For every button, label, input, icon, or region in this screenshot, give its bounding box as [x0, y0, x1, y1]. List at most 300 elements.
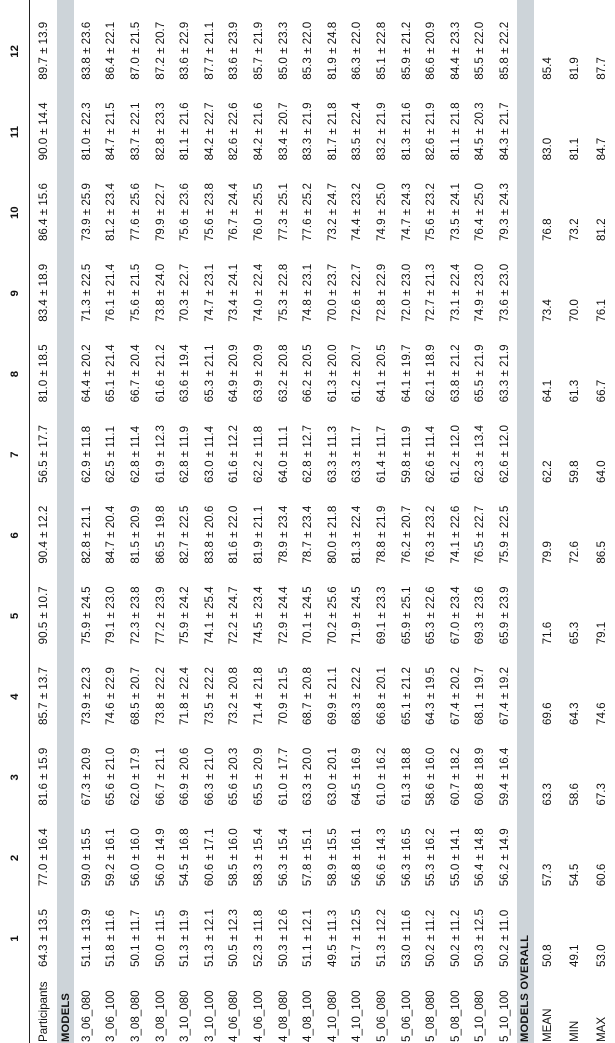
table-cell: 61.2 ± 20.7: [350, 344, 364, 403]
table-cell: 70.1 ± 24.5: [301, 586, 315, 645]
table-cell: 55.3 ± 16.2: [424, 828, 438, 887]
table-cell: 71.4 ± 21.8: [251, 667, 265, 725]
table-cell: 73.2 ± 20.8: [227, 667, 241, 725]
table-cell: 69.6: [540, 702, 554, 725]
table-cell: 65.9 ± 23.9: [497, 586, 511, 645]
table-cell: 64.0 ± 11.1: [276, 425, 290, 483]
table-cell: 83.4 ± 20.7: [276, 102, 290, 161]
table-cell: 82.8 ± 21.1: [79, 505, 93, 564]
table-cell: 84.3 ± 21.7: [497, 102, 511, 161]
column-header: 1: [8, 935, 21, 942]
table-cell: 58.6 ± 16.0: [424, 747, 438, 806]
table-cell: 64.1 ± 20.5: [374, 344, 388, 403]
table-cell: 83.8 ± 23.6: [79, 21, 93, 80]
table-cell: 77.2 ± 23.9: [153, 586, 167, 645]
table-cell: 70.0 ± 23.7: [325, 263, 339, 322]
table-row: [246, 0, 271, 1043]
table-row: [443, 0, 468, 1043]
row-label: 4_10_100: [350, 990, 364, 1042]
table-cell: 63.3 ± 20.0: [301, 747, 315, 806]
table-row: [99, 0, 124, 1043]
table-cell: 72.3 ± 23.8: [128, 586, 142, 645]
table-cell: 68.1 ± 19.7: [473, 667, 487, 725]
table-row: [468, 0, 493, 1043]
table-cell: 65.3: [567, 621, 581, 645]
column-header: 12: [8, 45, 21, 58]
table-cell: 73.8 ± 22.2: [153, 667, 167, 725]
row-label: MIN: [567, 1020, 581, 1042]
table-cell: 58.9 ± 15.5: [325, 828, 339, 887]
table-cell: 78.9 ± 23.4: [276, 505, 290, 564]
table-cell: 83.6 ± 22.9: [178, 21, 192, 80]
table-cell: 76.4 ± 25.0: [473, 183, 487, 242]
table-cell: 83.6 ± 23.9: [227, 21, 241, 80]
table-cell: 62.1 ± 18.9: [424, 344, 438, 403]
table-cell: 60.7 ± 18.2: [448, 747, 462, 806]
table-cell: 62.8 ± 12.7: [301, 425, 315, 483]
table-cell: 63.2 ± 20.8: [276, 344, 290, 403]
row-label: 3_10_100: [202, 990, 216, 1042]
table-cell: 62.2 ± 11.8: [251, 425, 265, 483]
table-cell: 50.2 ± 11.0: [497, 909, 511, 967]
table-cell: 70.0: [567, 299, 581, 322]
table-cell: 76.1 ± 21.4: [104, 263, 118, 322]
column-header: [0, 968, 30, 1043]
table-cell: 77.6 ± 25.6: [128, 183, 142, 242]
table-cell: 74.1 ± 25.4: [202, 586, 216, 645]
table-cell: 71.6: [540, 621, 554, 645]
table-cell: 81.1 ± 21.8: [448, 102, 462, 161]
section-label: MODELS: [57, 0, 74, 1043]
table-cell: 68.7 ± 20.8: [301, 667, 315, 725]
table-cell: 84.7 ± 20.4: [104, 505, 118, 564]
table-row: [492, 0, 517, 1043]
table-cell: 85.9 ± 21.2: [399, 21, 413, 80]
table-cell: 70.2 ± 25.6: [325, 586, 339, 645]
table-cell: 75.3 ± 22.8: [276, 263, 290, 322]
table-cell: 72.9 ± 24.4: [276, 586, 290, 645]
table-cell: 82.7 ± 22.5: [178, 505, 192, 564]
table-cell: 68.3 ± 22.2: [350, 667, 364, 725]
table-cell: 64.0: [594, 460, 608, 483]
table-cell: 65.5 ± 21.9: [473, 344, 487, 403]
table-cell: 85.8 ± 22.2: [497, 21, 511, 80]
table-cell: 52.3 ± 11.8: [251, 909, 265, 967]
table-cell: 67.0 ± 23.4: [448, 586, 462, 645]
table-cell: 90.4 ± 12.2: [37, 505, 50, 564]
table-cell: 85.7 ± 13.7: [37, 667, 50, 725]
column-header-row: [0, 0, 30, 1043]
table-cell: 56.5 ± 17.7: [37, 425, 50, 483]
table-cell: 85.4: [540, 57, 554, 80]
row-label: 5_10_100: [497, 990, 511, 1042]
table-cell: 63.3 ± 11.3: [325, 425, 339, 483]
table-cell: 70.9 ± 21.5: [276, 667, 290, 725]
table-cell: 66.3 ± 21.0: [202, 747, 216, 806]
table-row: [295, 0, 320, 1043]
table-cell: 73.9 ± 22.3: [79, 667, 93, 725]
table-cell: 69.1 ± 23.3: [374, 586, 388, 645]
table-cell: 51.7 ± 12.5: [350, 909, 364, 967]
table-cell: 57.8 ± 15.1: [301, 828, 315, 887]
table-cell: 73.8 ± 24.0: [153, 263, 167, 322]
table-cell: 59.8 ± 11.9: [399, 425, 413, 483]
table-cell: 64.4 ± 20.2: [79, 344, 93, 403]
table-cell: 81.0 ± 18.5: [37, 344, 50, 403]
table-cell: 68.5 ± 20.7: [128, 667, 142, 725]
table-cell: 89.7 ± 13.9: [37, 21, 50, 80]
table-cell: 60.6: [594, 863, 608, 887]
table-cell: 85.0 ± 23.3: [276, 21, 290, 80]
table-cell: 75.9 ± 22.5: [497, 505, 511, 564]
models-overall-section-header: [517, 0, 534, 1043]
table-cell: 61.0 ± 17.7: [276, 747, 290, 806]
table-cell: 75.6 ± 23.2: [424, 183, 438, 242]
table-cell: 76.7 ± 24.4: [227, 183, 241, 242]
table-cell: 74.5 ± 23.4: [251, 586, 265, 645]
table-cell: 74.4 ± 23.2: [350, 183, 364, 242]
table-cell: 83.8 ± 20.6: [202, 505, 216, 564]
table-cell: 73.5 ± 24.1: [448, 183, 462, 242]
table-cell: 77.3 ± 25.1: [276, 183, 290, 242]
table-cell: 87.7 ± 21.1: [202, 21, 216, 80]
table-cell: 73.5 ± 22.2: [202, 667, 216, 725]
column-header: 2: [8, 854, 21, 862]
table-cell: 76.2 ± 20.7: [399, 505, 413, 564]
table-cell: 84.7: [594, 137, 608, 161]
table-cell: 86.4 ± 22.1: [104, 21, 118, 80]
table-cell: 62.2: [540, 460, 554, 483]
table-cell: 78.8 ± 21.9: [374, 505, 388, 564]
table-cell: 56.2 ± 14.9: [497, 828, 511, 887]
table-cell: 74.9 ± 23.0: [473, 263, 487, 322]
table-cell: 72.6: [567, 541, 581, 564]
table-cell: 66.7: [594, 379, 608, 403]
table-cell: 61.0 ± 16.2: [374, 747, 388, 806]
table-cell: 81.7 ± 21.8: [325, 102, 339, 161]
table-row: [418, 0, 443, 1043]
table-cell: 67.4 ± 20.2: [448, 667, 462, 725]
row-label: 5_08_100: [448, 990, 462, 1042]
table-cell: 79.9: [540, 541, 554, 564]
column-header: 4: [8, 693, 21, 700]
table-cell: 49.1: [567, 944, 581, 967]
table-cell: 56.0 ± 16.0: [128, 828, 142, 887]
table-cell: 74.8 ± 23.1: [301, 263, 315, 322]
table-cell: 57.3: [540, 863, 554, 887]
table-cell: 75.6 ± 23.6: [178, 183, 192, 242]
table-cell: 81.9: [567, 57, 581, 80]
table-cell: 81.2 ± 23.4: [104, 183, 118, 242]
table-cell: 75.6 ± 21.5: [128, 263, 142, 322]
table-cell: 50.3 ± 12.5: [473, 909, 487, 967]
row-label: MEAN: [540, 1008, 554, 1042]
table-cell: 73.4: [540, 299, 554, 322]
row-label: 4_06_080: [227, 990, 241, 1042]
table-cell: 81.6 ± 22.0: [227, 505, 241, 564]
row-label: 4_06_100: [251, 990, 265, 1042]
table-cell: 78.7 ± 23.4: [301, 505, 315, 564]
table-cell: 82.6 ± 22.6: [227, 102, 241, 161]
table-cell: 63.8 ± 21.2: [448, 344, 462, 403]
table-cell: 72.8 ± 22.9: [374, 263, 388, 322]
table-cell: 76.1: [594, 299, 608, 322]
table-cell: 74.9 ± 25.0: [374, 183, 388, 242]
table-cell: 75.9 ± 24.2: [178, 586, 192, 645]
table-cell: 67.3 ± 20.9: [79, 747, 93, 806]
column-header: 3: [8, 774, 21, 781]
table-cell: 64.5 ± 16.9: [350, 747, 364, 806]
table-cell: 81.3 ± 22.4: [350, 505, 364, 564]
table-cell: 69.3 ± 23.6: [473, 586, 487, 645]
table-cell: 70.3 ± 22.7: [178, 263, 192, 322]
table-cell: 62.8 ± 11.4: [128, 425, 142, 483]
table-cell: 79.3 ± 24.3: [497, 183, 511, 242]
table-cell: 58.3 ± 15.4: [251, 828, 265, 887]
table-cell: 81.1 ± 21.6: [178, 102, 192, 161]
table-cell: 66.9 ± 20.6: [178, 747, 192, 806]
row-label: MAX: [594, 1016, 608, 1042]
table-cell: 61.2 ± 12.0: [448, 425, 462, 483]
table-cell: 73.4 ± 24.1: [227, 263, 241, 322]
table-cell: 74.6 ± 22.9: [104, 667, 118, 725]
table-cell: 64.3 ± 13.5: [37, 909, 50, 967]
table-cell: 50.8: [540, 944, 554, 967]
table-cell: 63.9 ± 20.9: [251, 344, 265, 403]
row-label: 5_06_100: [399, 990, 413, 1042]
table-cell: 64.1 ± 19.7: [399, 344, 413, 403]
participants-row: [30, 0, 58, 1043]
table-row: [271, 0, 296, 1043]
table-cell: 81.0 ± 22.3: [79, 102, 93, 161]
table-cell: 81.9 ± 24.8: [325, 21, 339, 80]
table-cell: 61.6 ± 21.2: [153, 344, 167, 403]
column-header: 8: [8, 370, 21, 378]
summary-row: [534, 0, 561, 1043]
table-cell: 86.5: [594, 541, 608, 564]
table-cell: 56.8 ± 16.1: [350, 828, 364, 887]
table-cell: 51.8 ± 11.6: [104, 909, 118, 967]
table-cell: 65.3 ± 21.1: [202, 344, 216, 403]
table-cell: 79.1 ± 23.0: [104, 586, 118, 645]
table-cell: 72.2 ± 24.7: [227, 586, 241, 645]
table-cell: 67.3: [594, 783, 608, 806]
table-cell: 51.3 ± 12.2: [374, 909, 388, 967]
table-cell: 61.3 ± 18.8: [399, 747, 413, 806]
table-cell: 66.7 ± 21.1: [153, 747, 167, 806]
row-label: 3_10_080: [178, 990, 192, 1042]
table-cell: 87.0 ± 21.5: [128, 21, 142, 80]
column-header: 5: [8, 612, 21, 620]
table-cell: 55.0 ± 14.1: [448, 828, 462, 887]
table-cell: 74.1 ± 22.6: [448, 505, 462, 564]
table-cell: 64.3: [567, 702, 581, 725]
table-cell: 83.5 ± 22.4: [350, 102, 364, 161]
section-label: MODELS OVERALL: [517, 0, 534, 1043]
table-cell: 58.6: [567, 783, 581, 806]
row-label: Participants: [37, 981, 50, 1042]
table-cell: 54.5 ± 16.8: [178, 828, 192, 887]
table-cell: 65.9 ± 25.1: [399, 586, 413, 645]
table-cell: 73.9 ± 25.9: [79, 183, 93, 242]
table-cell: 86.4 ± 15.6: [37, 183, 50, 242]
table-cell: 81.3 ± 21.6: [399, 102, 413, 161]
table-cell: 84.2 ± 22.7: [202, 102, 216, 161]
table-row: [345, 0, 370, 1043]
summary-row: [588, 0, 615, 1043]
table-cell: 50.2 ± 11.2: [448, 909, 462, 967]
table-cell: 84.2 ± 21.6: [251, 102, 265, 161]
table-cell: 72.7 ± 21.3: [424, 263, 438, 322]
table-cell: 50.0 ± 11.5: [153, 909, 167, 967]
table-cell: 53.0: [594, 944, 608, 967]
table-cell: 51.3 ± 11.9: [178, 909, 192, 967]
row-label: 3_06_100: [104, 990, 118, 1042]
table-cell: 85.3 ± 22.0: [301, 21, 315, 80]
table-cell: 63.3: [540, 783, 554, 806]
table-cell: 75.9 ± 24.5: [79, 586, 93, 645]
column-header: 10: [8, 206, 21, 220]
table-cell: 81.2: [594, 218, 608, 242]
table-cell: 84.4 ± 23.3: [448, 21, 462, 80]
table-cell: 50.3 ± 12.6: [276, 909, 290, 967]
summary-row: [561, 0, 588, 1043]
table-cell: 63.0 ± 20.1: [325, 747, 339, 806]
table-cell: 56.4 ± 14.8: [473, 828, 487, 887]
table-cell: 74.0 ± 22.4: [251, 263, 265, 322]
table-cell: 49.5 ± 11.3: [325, 909, 339, 967]
table-cell: 59.4 ± 16.4: [497, 747, 511, 806]
table-cell: 63.3 ± 21.9: [497, 344, 511, 403]
table-cell: 65.5 ± 20.9: [251, 747, 265, 806]
table-cell: 56.0 ± 14.9: [153, 828, 167, 887]
table-cell: 59.8: [567, 460, 581, 483]
table-cell: 59.0 ± 15.5: [79, 828, 93, 887]
table-cell: 61.4 ± 11.7: [374, 425, 388, 483]
table-cell: 65.6 ± 20.3: [227, 747, 241, 806]
table-cell: 77.0 ± 16.4: [37, 828, 50, 887]
table-cell: 85.1 ± 22.8: [374, 21, 388, 80]
table-cell: 76.3 ± 23.2: [424, 505, 438, 564]
row-label: 4_10_080: [325, 990, 339, 1042]
table-cell: 73.2: [567, 218, 581, 242]
table-cell: 83.3 ± 21.9: [301, 102, 315, 161]
table-cell: 90.5 ± 10.7: [37, 586, 50, 645]
table-cell: 85.5 ± 22.0: [473, 21, 487, 80]
row-label: 5_06_080: [374, 990, 388, 1042]
table-cell: 59.2 ± 16.1: [104, 828, 118, 887]
table-cell: 85.7 ± 21.9: [251, 21, 265, 80]
table-cell: 51.1 ± 12.1: [301, 909, 315, 967]
table-cell: 74.7 ± 24.3: [399, 183, 413, 242]
table-cell: 81.9 ± 21.1: [251, 505, 265, 564]
table-cell: 62.3 ± 13.4: [473, 425, 487, 483]
table-cell: 67.4 ± 19.2: [497, 667, 511, 725]
table-cell: 81.6 ± 15.9: [37, 747, 50, 806]
table-cell: 64.3 ± 19.5: [424, 667, 438, 725]
table-cell: 62.6 ± 11.4: [424, 425, 438, 483]
table-cell: 63.6 ± 19.4: [178, 344, 192, 403]
column-header: 7: [8, 451, 21, 458]
table-row: [320, 0, 345, 1043]
table-cell: 75.6 ± 23.8: [202, 183, 216, 242]
table-cell: 76.8: [540, 218, 554, 242]
table-cell: 86.6 ± 20.9: [424, 21, 438, 80]
table-cell: 71.3 ± 22.5: [79, 263, 93, 322]
column-header: 11: [8, 126, 21, 139]
table-cell: 81.5 ± 20.9: [128, 505, 142, 564]
table-row: [172, 0, 197, 1043]
table-cell: 76.5 ± 22.7: [473, 505, 487, 564]
table-cell: 62.5 ± 11.1: [104, 425, 118, 483]
table-cell: 84.5 ± 20.3: [473, 102, 487, 161]
table-cell: 87.2 ± 20.7: [153, 21, 167, 80]
models-section-header: [57, 0, 74, 1043]
row-label: 5_08_080: [424, 990, 438, 1042]
table-cell: 79.9 ± 22.7: [153, 183, 167, 242]
table-cell: 65.6 ± 21.0: [104, 747, 118, 806]
table-row: [369, 0, 394, 1043]
table-cell: 73.2 ± 24.7: [325, 183, 339, 242]
table-cell: 79.1: [594, 621, 608, 645]
table-cell: 64.1: [540, 379, 554, 403]
row-label: 3_08_080: [128, 990, 142, 1042]
table-row: [394, 0, 419, 1043]
table-cell: 72.0 ± 23.0: [399, 263, 413, 322]
table-cell: 66.7 ± 20.4: [128, 344, 142, 403]
column-header: 9: [8, 290, 21, 297]
table-cell: 77.6 ± 25.2: [301, 183, 315, 242]
table-cell: 62.0 ± 17.9: [128, 747, 142, 806]
table-cell: 82.8 ± 23.3: [153, 102, 167, 161]
table-cell: 61.3 ± 20.0: [325, 344, 339, 403]
table-cell: 83.0: [540, 137, 554, 161]
row-label: 4_08_080: [276, 990, 290, 1042]
table-cell: 61.9 ± 12.3: [153, 425, 167, 483]
table-cell: 62.8 ± 11.9: [178, 425, 192, 483]
table-cell: 60.8 ± 18.9: [473, 747, 487, 806]
table-cell: 58.5 ± 16.0: [227, 828, 241, 887]
table-cell: 72.6 ± 22.7: [350, 263, 364, 322]
table-cell: 73.6 ± 23.0: [497, 263, 511, 322]
table-row: [197, 0, 222, 1043]
table-cell: 62.6 ± 12.0: [497, 425, 511, 483]
table-cell: 76.0 ± 25.5: [251, 183, 265, 242]
table-cell: 62.9 ± 11.8: [79, 425, 93, 483]
table-cell: 84.7 ± 21.5: [104, 102, 118, 161]
row-label: 4_08_100: [301, 990, 315, 1042]
table-cell: 51.3 ± 12.1: [202, 909, 216, 967]
table-cell: 66.2 ± 20.5: [301, 344, 315, 403]
table-row: [222, 0, 247, 1043]
table-cell: 50.2 ± 11.2: [424, 909, 438, 967]
table-row: [74, 0, 99, 1043]
table-cell: 61.3: [567, 379, 581, 403]
row-label: 3_08_100: [153, 990, 167, 1042]
table-cell: 90.0 ± 14.4: [37, 102, 50, 161]
table-cell: 63.0 ± 11.4: [202, 425, 216, 483]
table-cell: 87.7: [594, 57, 608, 80]
table-cell: 66.8 ± 20.1: [374, 667, 388, 725]
table-cell: 50.1 ± 11.7: [128, 909, 142, 967]
table-cell: 56.6 ± 14.3: [374, 828, 388, 887]
table-cell: 56.3 ± 15.4: [276, 828, 290, 887]
table-cell: 83.7 ± 22.1: [128, 102, 142, 161]
table-cell: 51.1 ± 13.9: [79, 909, 93, 967]
table-cell: 83.4 ± 18.9: [37, 263, 50, 322]
table-cell: 74.7 ± 23.1: [202, 263, 216, 322]
table-cell: 61.6 ± 12.2: [227, 425, 241, 483]
